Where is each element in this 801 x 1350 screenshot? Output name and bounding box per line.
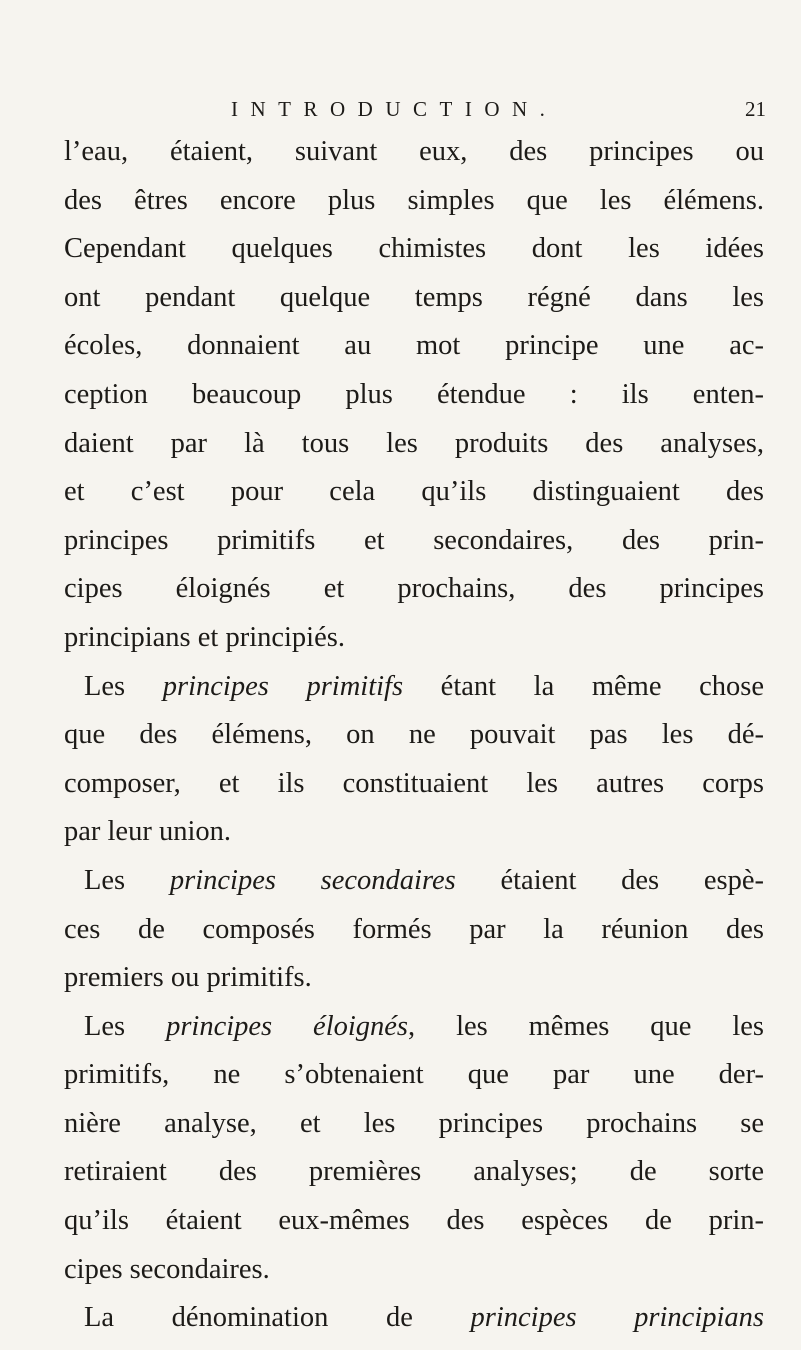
text-run: ception beaucoup plus étendue : ils enten- [64, 378, 764, 410]
text-run: et c’est pour cela qu’ils distinguaient des [64, 476, 764, 508]
text-line [64, 322, 764, 371]
text-line [64, 1294, 764, 1343]
text-run: principians et principiés. [64, 621, 345, 653]
text-run: premiers ou primitifs. [64, 962, 312, 994]
text-line [64, 760, 764, 809]
text-run: des êtres encore plus simples que les élémens. [64, 184, 764, 216]
running-head [0, 97, 801, 127]
text-line [64, 1197, 764, 1246]
text-run: étaient des espè- [455, 864, 764, 896]
text-line [64, 1148, 764, 1197]
text-run: , les mêmes que les [408, 1010, 764, 1042]
text-run: ont pendant quelque temps régné dans les [64, 281, 764, 313]
text-line [64, 1003, 764, 1052]
italic-term: principes principians [470, 1302, 765, 1334]
text-line [64, 954, 764, 1003]
text-line [64, 857, 764, 906]
text-run: retiraient des premières analyses; de sorte [64, 1156, 764, 1188]
text-run: ces de composés formés par la réunion des [64, 913, 764, 945]
text-line [64, 906, 764, 955]
text-run: par leur union. [64, 816, 231, 848]
text-line [64, 1100, 764, 1149]
text-run: daient par là tous les produits des analyses, [64, 427, 764, 459]
text-run: étant la même chose [403, 670, 764, 702]
text-run: l’eau, étaient, suivant eux, des principes ou [64, 136, 764, 167]
text-run: La dénomination de [84, 1302, 471, 1334]
text-line [64, 663, 764, 712]
text-line [64, 711, 764, 760]
text-run: composer, et ils constituaient les autres corps [64, 767, 764, 799]
text-line [64, 565, 764, 614]
text-run: cipes éloignés et prochains, des principes [64, 573, 764, 605]
body-text [64, 128, 764, 1343]
text-line [64, 517, 764, 566]
text-run: nière analyse, et les principes prochains se [64, 1107, 764, 1139]
text-line [64, 274, 764, 323]
text-run: Les [84, 670, 163, 702]
text-run: principes primitifs et secondaires, des prin- [64, 524, 764, 556]
text-line [64, 1246, 764, 1295]
text-run: cipes secondaires. [64, 1253, 270, 1285]
text-run: que des élémens, on ne pouvait pas les dé- [64, 719, 764, 751]
text-run: écoles, donnaient au mot principe une ac- [64, 330, 764, 362]
text-line [64, 420, 764, 469]
text-run: qu’ils étaient eux-mêmes des espèces de prin- [64, 1205, 764, 1237]
text-line [64, 1051, 764, 1100]
text-line [64, 371, 764, 420]
text-line [64, 128, 764, 177]
running-title: INTRODUCTION. [231, 97, 558, 121]
text-line [64, 614, 764, 663]
text-run: primitifs, ne s’obtenaient que par une der- [64, 1059, 764, 1091]
text-line [64, 225, 764, 274]
italic-term: principes primitifs [162, 670, 404, 702]
italic-term: principes secondaires [169, 864, 456, 896]
text-run: Les [84, 1010, 167, 1042]
text-line [64, 468, 764, 517]
italic-term: principes éloignés [166, 1010, 409, 1042]
text-line [64, 177, 764, 226]
text-line [64, 808, 764, 857]
text-run: Cependant quelques chimistes dont les idées [64, 233, 764, 265]
text-run: Les [84, 864, 170, 896]
page-number: 21 [745, 97, 766, 121]
